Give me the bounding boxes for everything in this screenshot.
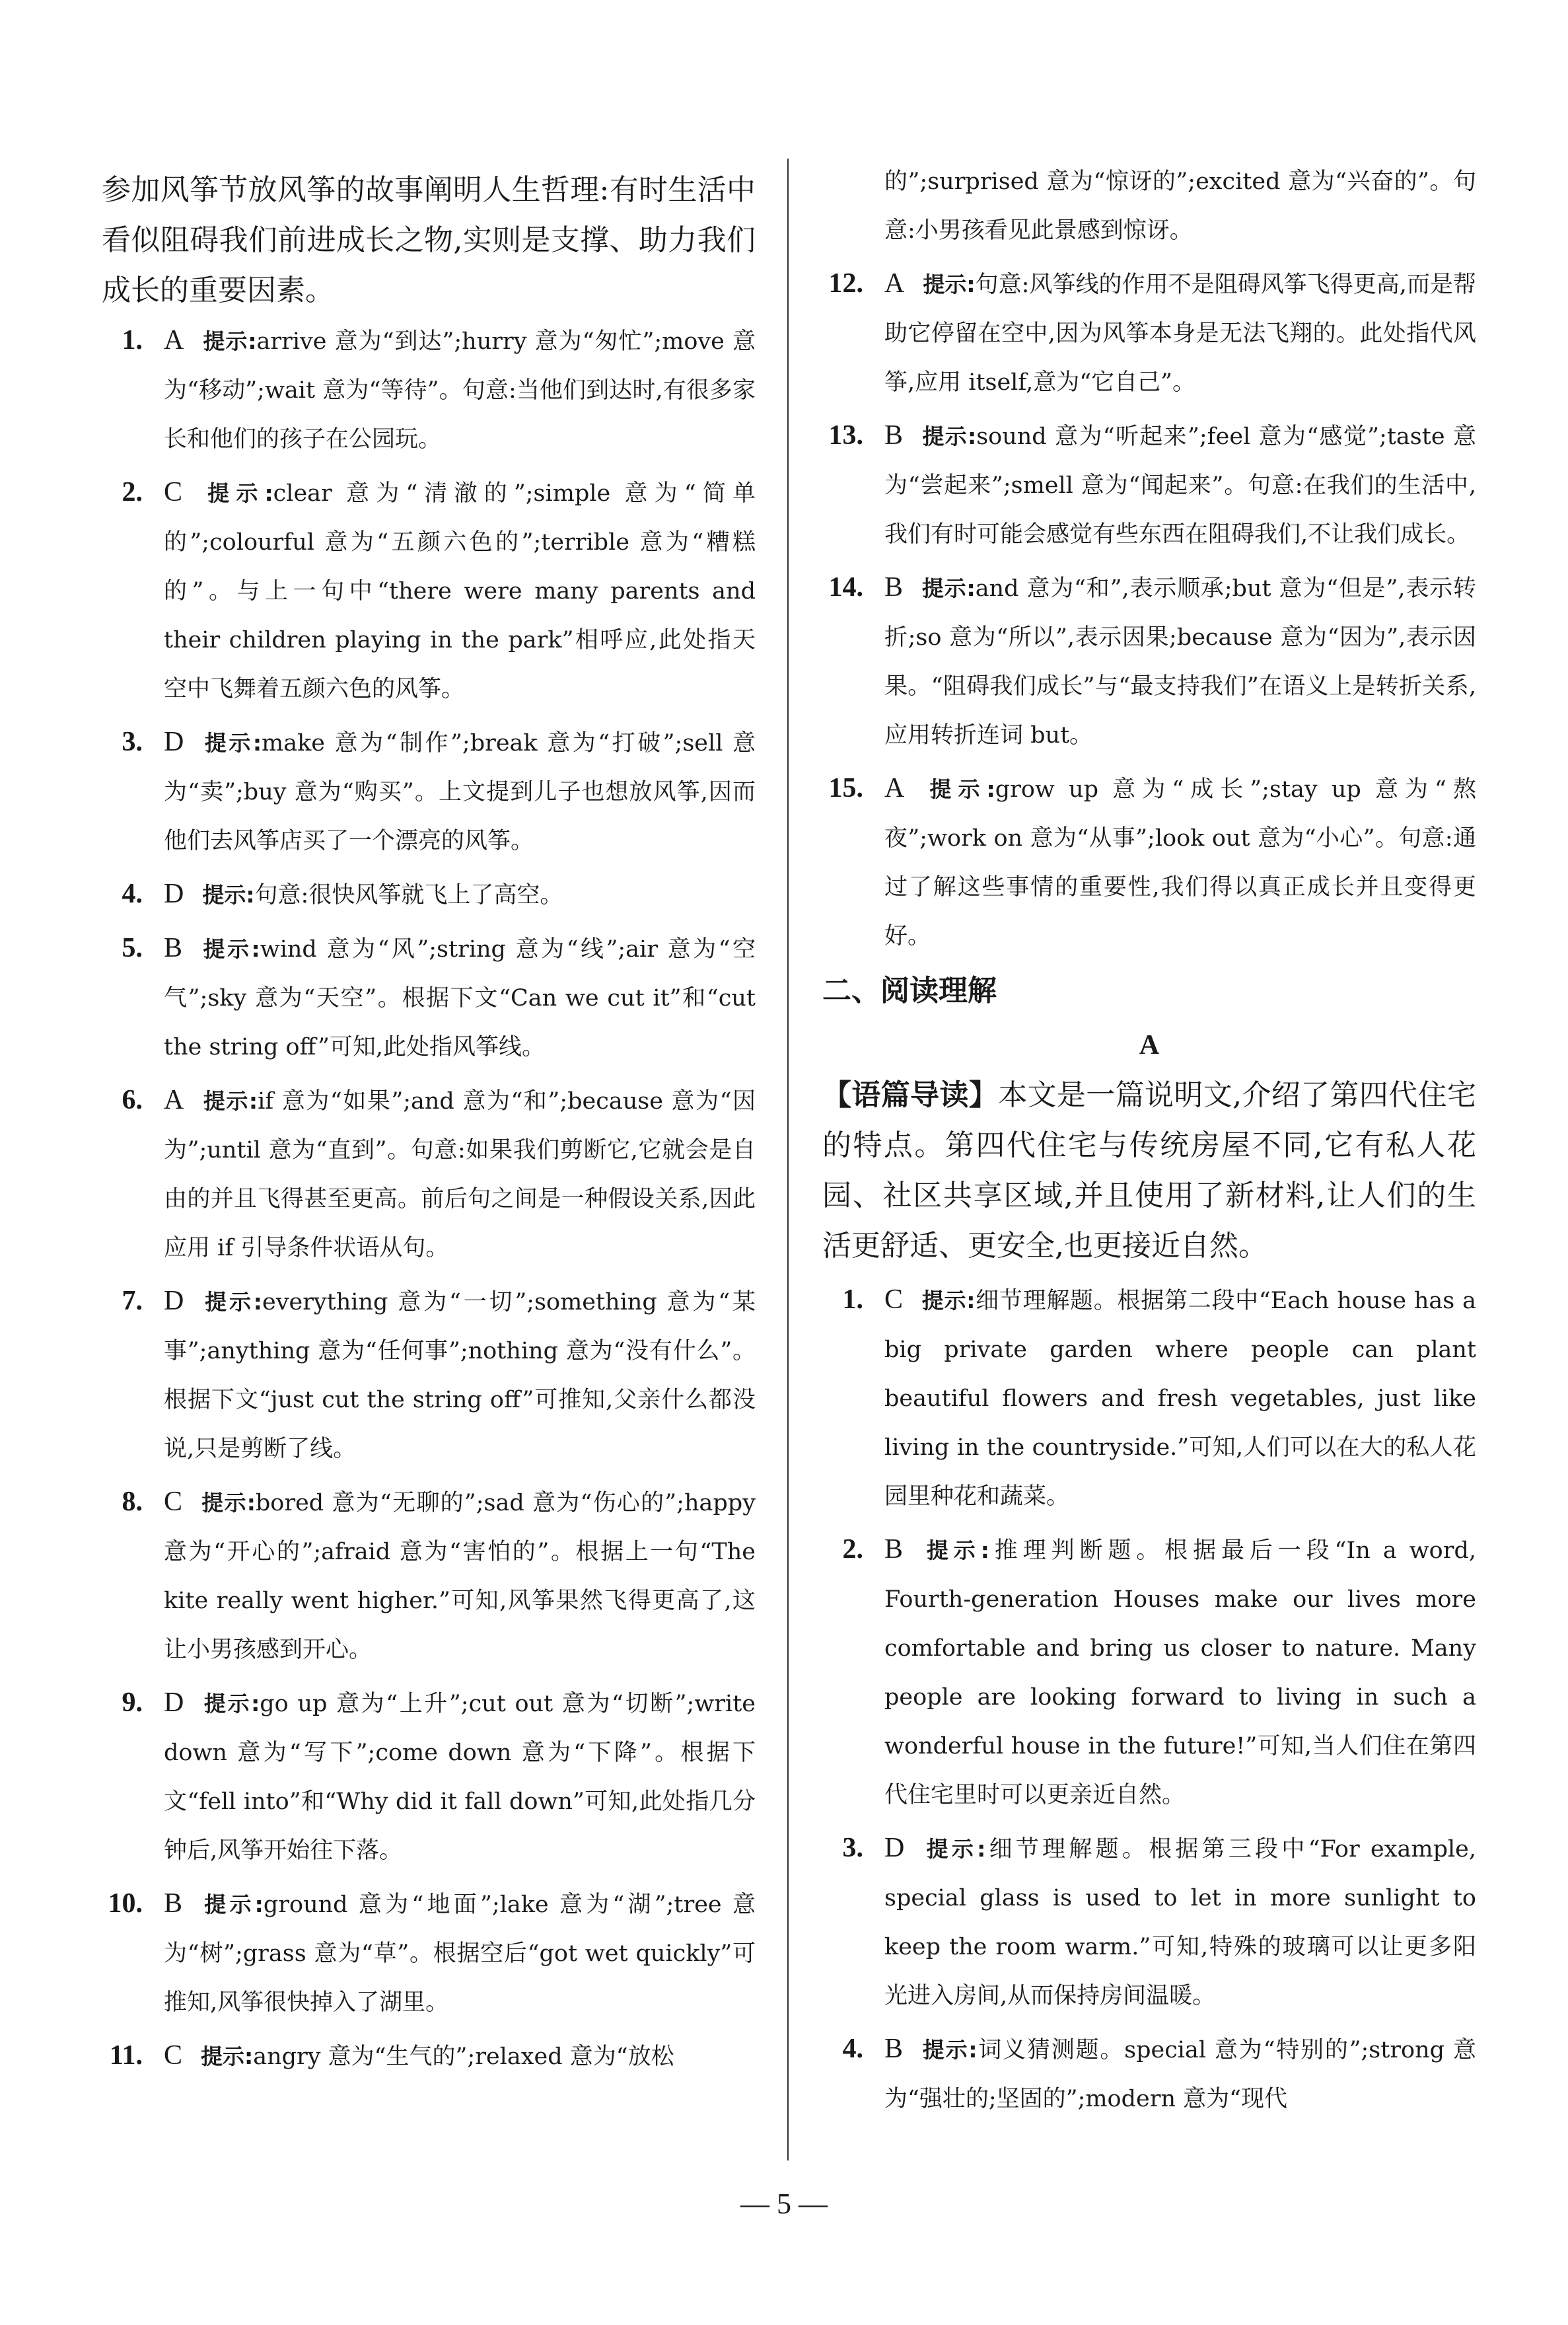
answer-item <box>822 1275 1476 1521</box>
answer-letter: B <box>164 1888 183 1919</box>
explanation-text: make 意为“制作”;break 意为“打破”;sell 意为“卖”;buy 意为“购买”。上文提到儿子也想放风筝,因而他们去风筝店买了一个漂亮的风筝。 <box>164 730 756 854</box>
hint-label: 提示: <box>202 730 262 756</box>
hint-label: 提示: <box>201 1892 264 1917</box>
hint-label: 提示: <box>201 936 260 962</box>
item-number: 12. <box>828 268 863 299</box>
item-number: 3. <box>842 1833 863 1863</box>
explanation-text: ground 意为“地面”;lake 意为“湖”;tree 意为“树”;grass 意为“草”。根据空后“got wet quickly”可推知,风筝很快掉入了湖里。 <box>164 1892 756 2016</box>
section-title: 二、阅读理解 <box>822 974 997 1008</box>
answer-letter: B <box>884 2034 904 2064</box>
answer-item <box>102 869 756 920</box>
explanation-text: and 意为“和”,表示顺承;but 意为“但是”,表示转折;so 意为“所以”,表示因果;because 意为“因为”,表示因果。“阻碍我们成长”与“最支持我们”在语义上是转折关系,应用转折连词 but。 <box>884 575 1476 749</box>
answer-letter: A <box>164 325 184 355</box>
answer-item <box>822 1525 1476 1820</box>
hint-label: 提示: <box>923 776 995 802</box>
item-number: 10. <box>108 1888 143 1919</box>
answer-item <box>102 1076 756 1273</box>
item-number: 1. <box>122 325 143 355</box>
explanation-text: 推理判断题。根据最后一段“In a word, Fourth-generation Houses make our lives more comfortable and bring us closer to nature. Many people are looking forward to living in such a wonderful house in the future!”可知,当人们住在第四代住宅里时可以更亲近自然。 <box>884 1537 1477 1808</box>
answer-item <box>822 259 1476 407</box>
answer-letter: D <box>884 1833 905 1863</box>
hint-label: 提示: <box>202 1691 260 1716</box>
item-number: 6. <box>122 1085 143 1115</box>
item-number: 1. <box>842 1284 863 1315</box>
explanation-text: bored 意为“无聊的”;sad 意为“伤心的”;happy 意为“开心的”;afraid 意为“害怕的”。根据上一句“The kite really went higher.”可知,风筝果然飞得更高了,这让小男孩感到开心。 <box>164 1490 756 1663</box>
answer-letter: B <box>884 1534 904 1565</box>
explanation-text: clear 意为“清澈的”;simple 意为“简单的”;colourful 意为“五颜六色的”;terrible 意为“糟糕的”。与上一句中“there were many parents and their children playing in the park”相呼应,此处指天空中飞舞着五颜六色的风筝。 <box>164 480 756 702</box>
hint-label: 提示: <box>923 1836 986 1862</box>
answer-list-cloze <box>102 316 756 2081</box>
answer-letter: C <box>164 477 183 507</box>
explanation-text: go up 意为“上升”;cut out 意为“切断”;write down 意为“写下”;come down 意为“下降”。根据下文“fell into”和“Why did it fall down”可知,此处指几分钟后,风筝开始往下落。 <box>164 1691 756 1864</box>
guide-tag: 【语篇导读】 <box>822 1078 999 1112</box>
item-number: 13. <box>828 420 863 451</box>
hint-label: 提示: <box>201 2044 254 2069</box>
answer-letter: C <box>884 1284 904 1315</box>
answer-item <box>102 468 756 714</box>
answer-item <box>822 764 1476 961</box>
item-number: 3. <box>122 727 143 757</box>
answer-letter: D <box>164 1687 184 1718</box>
answer-letter: C <box>164 2040 183 2071</box>
hint-label: 提示: <box>921 1537 989 1563</box>
item-number: 11. <box>109 2040 143 2071</box>
answer-item <box>102 1477 756 1674</box>
item-number: 7. <box>122 1286 143 1316</box>
item-number: 2. <box>122 477 143 507</box>
answer-item <box>102 924 756 1072</box>
explanation-text: sound 意为“听起来”;feel 意为“感觉”;taste 意为“尝起来”;smell 意为“闻起来”。句意:在我们的生活中,我们有时可能会感觉有些东西在阻碍我们,不让我们成长。 <box>884 424 1476 548</box>
answer-letter: A <box>884 773 905 803</box>
item-number: 14. <box>828 572 863 603</box>
answer-item <box>102 2031 756 2081</box>
answer-letter: C <box>164 1487 183 1517</box>
item-number: 5. <box>122 933 143 963</box>
answer-item <box>102 1879 756 2027</box>
hint-label: 提示: <box>202 882 255 908</box>
item-number: 9. <box>122 1687 143 1718</box>
answer-letter: B <box>884 420 904 451</box>
explanation-text: grow up 意为“成长”;stay up 意为“熬夜”;work on 意为“从事”;look out 意为“小心”。句意:通过了解这些事情的重要性,我们得以真正成长并且变得更好。 <box>884 776 1477 949</box>
right-column <box>822 157 1476 2127</box>
answer-letter: D <box>164 879 184 909</box>
passage-guide <box>822 1070 1476 1271</box>
answer-item <box>822 1824 1476 2020</box>
answer-letter: B <box>164 933 183 963</box>
item-number: 4. <box>842 2034 863 2064</box>
explanation-text: if 意为“如果”;and 意为“和”;because 意为“因为”;until 意为“直到”。句意:如果我们剪断它,它就会是自由的并且飞得甚至更高。前后句之间是一种假设关系,因此应用 if 引导条件状语从句。 <box>164 1088 756 1261</box>
passage-label: A <box>1139 1030 1160 1060</box>
hint-label: 提示: <box>921 2037 978 2063</box>
hint-label: 提示: <box>921 1288 976 1313</box>
answer-item <box>822 2024 1476 2123</box>
item-number: 2. <box>842 1534 863 1565</box>
hint-label: 提示: <box>202 1088 258 1114</box>
answer-item <box>822 563 1476 760</box>
answer-item <box>102 316 756 464</box>
item-number: 8. <box>122 1487 143 1517</box>
hint-label: 提示: <box>201 480 273 506</box>
item-number: 4. <box>122 879 143 909</box>
column-divider <box>787 159 789 2160</box>
explanation-text: wind 意为“风”;string 意为“线”;air 意为“空气”;sky 意为“天空”。根据下文“Can we cut it”和“cut the string off”可知,此处指风筝线。 <box>164 936 756 1060</box>
page-number: — 5 — <box>740 2188 828 2220</box>
answer-letter: A <box>884 268 905 299</box>
passage-summary: 参加风筝节放风筝的故事阐明人生哲理:有时生活中看似阻碍我们前进成长之物,实则是支撑、助力我们成长的重要因素。 <box>102 173 756 307</box>
hint-label: 提示: <box>201 1490 256 1516</box>
explanation-text: 细节理解题。根据第二段中“Each house has a big private garden where people can plant beautiful flowers and fresh vegetables, just like living in the countryside.”可知,人们可以在大的私人花园里种花和蔬菜。 <box>884 1288 1476 1510</box>
left-column <box>102 165 756 2085</box>
answer-letter: B <box>884 572 904 603</box>
answer-item <box>102 718 756 866</box>
answer-list-reading <box>822 1275 1476 2123</box>
item-11-continuation: 的”;surprised 意为“惊讶的”;excited 意为“兴奋的”。句意:小男孩看见此景感到惊讶。 <box>884 168 1476 244</box>
explanation-text: everything 意为“一切”;something 意为“某事”;anything 意为“任何事”;nothing 意为“没有什么”。根据下文“just cut the string off”可推知,父亲什么都没说,只是剪断了线。 <box>164 1289 756 1462</box>
explanation-text: 词义猜测题。special 意为“特别的”;strong 意为“强壮的;坚固的”;modern 意为“现代 <box>884 2037 1476 2112</box>
explanation-text: arrive 意为“到达”;hurry 意为“匆忙”;move 意为“移动”;wait 意为“等待”。句意:当他们到达时,有很多家长和他们的孩子在公园玩。 <box>164 328 756 453</box>
explanation-text: angry 意为“生气的”;relaxed 意为“放松 <box>253 2044 674 2070</box>
hint-label: 提示: <box>202 1289 262 1315</box>
explanation-text: 句意:很快风筝就飞上了高空。 <box>254 882 563 908</box>
explanation-text: 细节理解题。根据第三段中“For example, special glass is used to let in more sunlight to keep the room warm.”可知,特殊的玻璃可以让更多阳光进入房间,从而保持房间温暖。 <box>884 1836 1477 2009</box>
answer-item <box>822 411 1476 559</box>
answer-letter: A <box>164 1085 184 1115</box>
answer-item <box>102 1276 756 1473</box>
hint-label: 提示: <box>202 328 257 354</box>
hint-label: 提示: <box>921 575 976 601</box>
guide-text: 本文是一篇说明文,介绍了第四代住宅的特点。第四代住宅与传统房屋不同,它有私人花园、社区共享区域,并且使用了新材料,让人们的生活更舒适、更安全,也更接近自然。 <box>822 1078 1476 1263</box>
hint-label: 提示: <box>921 424 977 449</box>
hint-label: 提示: <box>923 272 976 297</box>
answer-letter: D <box>164 1286 184 1316</box>
item-number: 15. <box>828 773 863 803</box>
explanation-text: 句意:风筝线的作用不是阻碍风筝飞得更高,而是帮助它停留在空中,因为风筝本身是无法飞翔的。此处指代风筝,应用 itself,意为“它自己”。 <box>884 272 1476 396</box>
answer-letter: D <box>164 727 184 757</box>
answer-list-cloze-continued <box>822 259 1476 961</box>
answer-item <box>102 1678 756 1875</box>
